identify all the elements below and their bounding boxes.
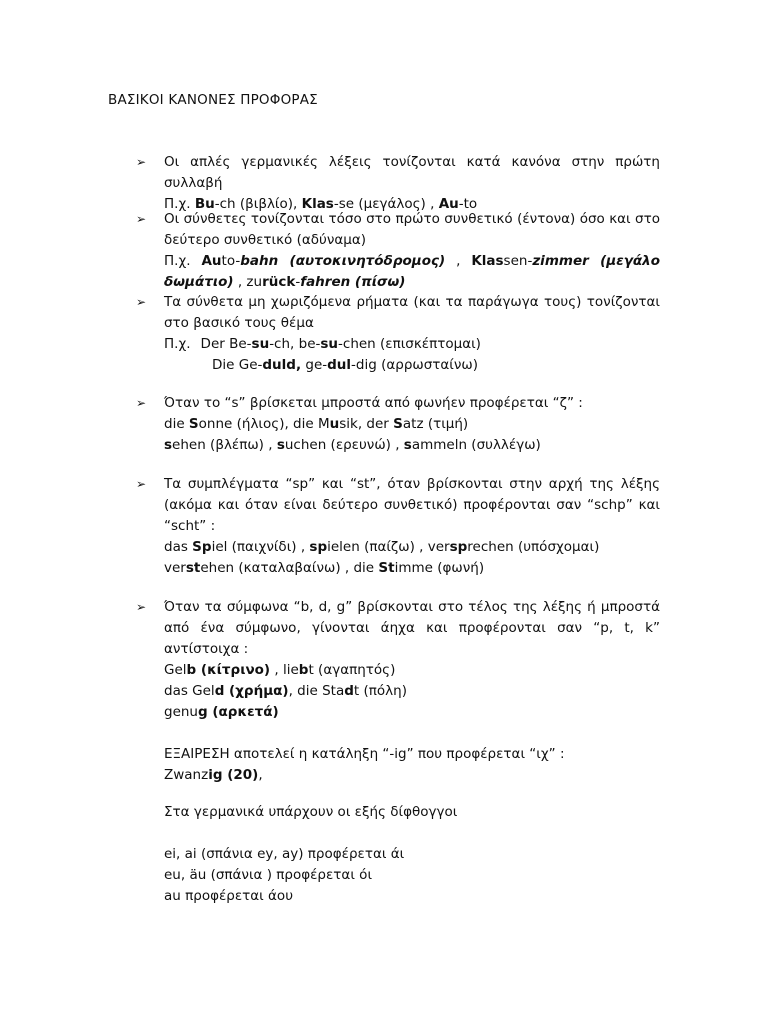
arrow-bullet-icon: ➢ [136,600,147,614]
page-title: ΒΑΣΙΚΟΙ ΚΑΝΟΝΕΣ ΠΡΟΦΟΡΑΣ [108,92,318,108]
rule-stress-compound [136,209,660,293]
example-line: Zwanzig (20), [164,767,263,783]
rule-text: Οι απλές γερμανικές λέξεις τονίζονται κατά κανόνα στην πρώτη συλλαβή [164,154,660,191]
arrow-bullet-icon: ➢ [136,155,147,169]
example-line: das Geld (χρήμα), die Stadt (πόλη) [164,683,407,699]
example-line: Gelb (κίτρινο) , liebt (αγαπητός) [164,662,396,678]
example-line: Π.χ. Bu-ch (βιβλίο), Klas-se (μεγάλος) , Au-to [164,196,478,212]
rule-final-devoicing [136,597,660,786]
rule-text: Οι σύνθετες τονίζονται τόσο στο πρώτο συνθετικό (έντονα) όσο και στο δεύτερο συνθετικό (αδύναμα) [164,211,660,248]
diphthongs-intro: Στα γερμανικά υπάρχουν οι εξής δίφθογγοι [164,804,458,820]
arrow-bullet-icon: ➢ [136,295,147,309]
arrow-bullet-icon: ➢ [136,477,147,491]
diphthong-line: ei, ai (σπάνια ey, ay) προφέρεται άι [164,846,405,862]
rule-text: Όταν το “s” βρίσκεται μπροστά από φωνήεν προφέρεται “ζ” : [164,395,583,411]
example-line: die Sonne (ήλιος), die Musik, der Satz (τιμή) [164,416,469,432]
arrow-bullet-icon: ➢ [136,396,147,410]
rule-text: Όταν τα σύμφωνα “b, d, g” βρίσκονται στο τέλος της λέξης ή μπροστά από ένα σύμφωνο, γίνονται άηχα και προφέρονται σαν “p, t, k” αντίστοιχα : [164,599,660,657]
diphthong-line: au προφέρεται άου [164,888,294,904]
diphthongs-section [164,802,664,907]
example-line: verstehen (καταλαβαίνω) , die Stimme (φωνή) [164,560,485,576]
example-line: Π.χ. Auto-bahn (αυτοκινητόδρομος) , Klassen-zimmer (μεγάλο δωμάτιο) , zurück-fahren (πίσω) [164,253,661,290]
diphthong-line: eu, äu (σπάνια ) προφέρεται όι [164,867,373,883]
example-line: Π.χ. Der Be-su-ch, be-su-chen (επισκέπτομαι) [164,336,481,352]
rule-text: Τα σύνθετα μη χωριζόμενα ρήματα (και τα παράγωγα τους) τονίζονται στο βασικό τους θέμα [164,294,660,331]
example-line: sehen (βλέπω) , suchen (ερευνώ) , sammeln (συλλέγω) [164,437,541,453]
rule-stress-inseparable [136,292,660,376]
example-line: genug (αρκετά) [164,704,279,720]
rule-text: Τα συμπλέγματα “sp” και “st”, όταν βρίσκονται στην αρχή της λέξης (ακόμα και όταν είναι δεύτερο συνθετικό) προφέρονται σαν “schp” και “scht” : [164,476,660,534]
rule-s-before-vowel [136,393,660,456]
exception-text: ΕΞΑΙΡΕΣΗ αποτελεί η κατάληξη “-ig” που προφέρεται “ιχ” : [164,746,565,762]
example-line: Die Ge-duld, ge-dul-dig (αρρωσταίνω) [212,357,478,373]
example-line: das Spiel (παιχνίδι) , spielen (παίζω) , versprechen (υπόσχομαι) [164,539,600,555]
arrow-bullet-icon: ➢ [136,212,147,226]
rule-stress-simple [136,152,660,215]
rule-sp-st [136,474,660,579]
